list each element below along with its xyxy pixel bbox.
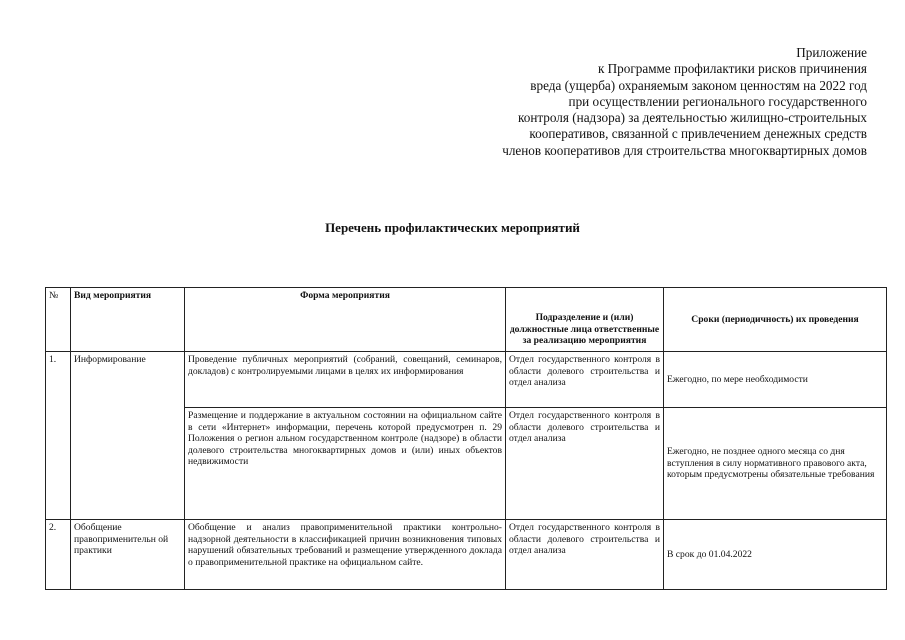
cell-vid: Обобщение правоприменительн ой практики [71, 520, 185, 590]
appendix-header [502, 45, 867, 159]
appendix-line: при осуществлении регионального государственного [568, 93, 867, 109]
table-header-row [46, 288, 887, 352]
cell-forma: Проведение публичных мероприятий (собраний, совещаний, семинаров, докладов) с контролируемыми лицами в целях их информирования [185, 352, 506, 408]
cell-forma: Обобщение и анализ правоприменительной практики контрольно-надзорной деятельности в классификацией причин возникновения типовых нарушений обязательных требований и размещение утвержденного доклада о правоприменительной практике на официальном сайте. [185, 520, 506, 590]
cell-podrazdelenie: Отдел государственного контроля в области долевого строительства и отдел анализа [506, 520, 664, 590]
document-title: Перечень профилактических мероприятий [325, 220, 580, 235]
appendix-line: членов кооперативов для строительства многоквартирных домов [502, 142, 867, 158]
cell-sroki: В срок до 01.04.2022 [664, 520, 887, 590]
appendix-line: к Программе профилактики рисков причинения [597, 61, 867, 77]
header-forma: Форма мероприятия [185, 288, 506, 352]
cell-vid: Информирование [71, 352, 185, 520]
cell-sroki: Ежегодно, не позднее одного месяца со дня вступления в силу нормативного правового акта, которым предусмотрены обязательные требования [664, 408, 887, 520]
cell-sroki: Ежегодно, по мере необходимости [664, 352, 887, 408]
header-vid: Вид мероприятия [71, 288, 185, 352]
measures-table [45, 287, 887, 590]
appendix-line: вреда (ущерба) охраняемым законом ценностям на 2022 год [530, 77, 867, 93]
appendix-line: контроля (надзора) за деятельностью жилищно-строительных [517, 110, 867, 126]
header-sroki: Сроки (периодичность) их проведения [664, 288, 887, 352]
cell-podrazdelenie: Отдел государственного контроля в области долевого строительства и отдел анализа [506, 408, 664, 520]
table-row [46, 520, 887, 590]
table-row [46, 352, 887, 408]
cell-forma: Размещение и поддержание в актуальном состоянии на официальном сайте в сети «Интернет» информации, перечень которой предусмотрен п. 29 Положения о регион альном государственном контроле (надзоре) в области долевого строительства многоквартирных домов и (или) иных объектов недвижимости [185, 408, 506, 520]
cell-num: 2. [46, 520, 71, 590]
header-num: № [46, 288, 71, 352]
appendix-line: Приложение [796, 45, 867, 60]
cell-podrazdelenie: Отдел государственного контроля в области долевого строительства и отдел анализа [506, 352, 664, 408]
appendix-line: кооперативов, связанной с привлечением денежных средств [529, 126, 867, 142]
cell-num: 1. [46, 352, 71, 520]
header-podrazdelenie: Подразделение и (или) должностные лица ответственные за реализацию мероприятия [506, 288, 664, 352]
